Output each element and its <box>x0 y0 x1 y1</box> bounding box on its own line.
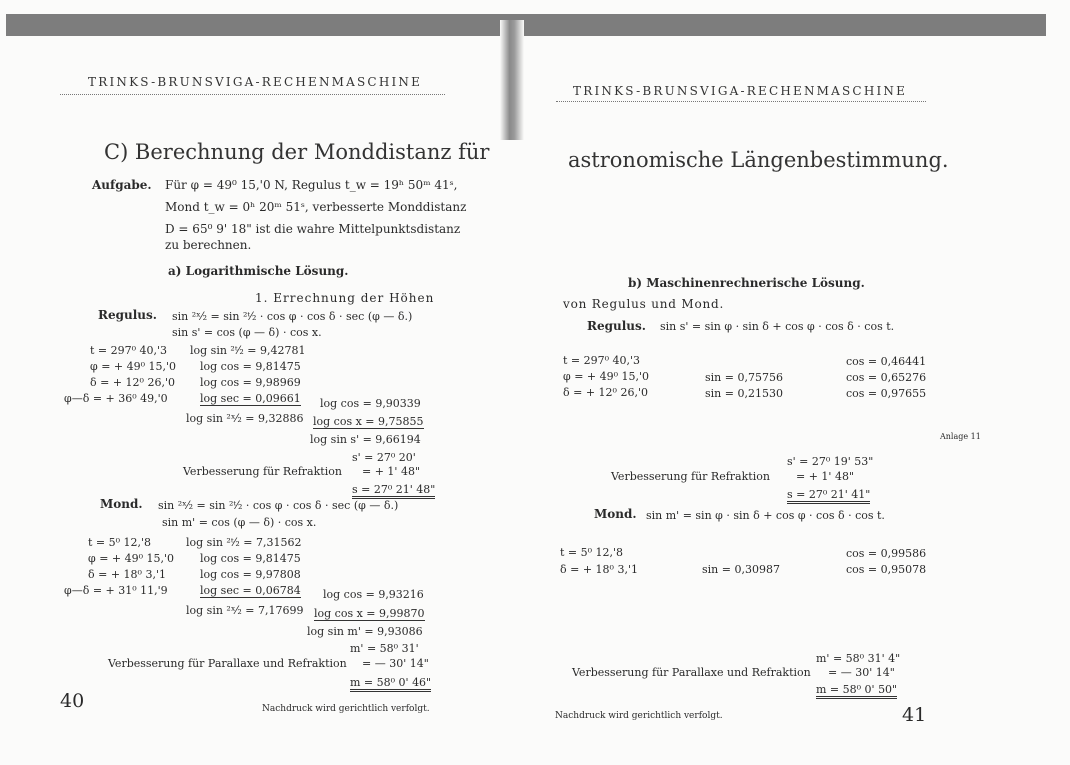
regulus-cos-2: cos = 0,65276 <box>846 371 927 384</box>
mond-sin-right: sin = 0,30987 <box>702 563 780 576</box>
task-line-3: D = 65⁰ 9' 18" ist die wahre Mittelpunktsdistanz <box>165 222 461 236</box>
regulus-refraction-value: = + 1' 48" <box>362 465 421 478</box>
left-footer: Nachdruck wird gerichtlich verfolgt. <box>262 704 430 714</box>
mond-delta-right: δ = + 18⁰ 3,'1 <box>560 563 638 576</box>
left-running-head: TRINKS-BRUNSVIGA-RECHENMASCHINE <box>88 75 423 89</box>
regulus-sin-2: sin = 0,21530 <box>705 387 783 400</box>
right-head-rule <box>556 101 926 102</box>
regulus-formula-right: sin s' = sin φ · sin δ + cos φ · cos δ · cos t. <box>660 320 895 333</box>
mond-cos-1: cos = 0,99586 <box>846 547 927 560</box>
mond-m-prime-right: m' = 58⁰ 31' 4" <box>816 652 901 665</box>
regulus-cos-1: cos = 0,46441 <box>846 355 927 368</box>
regulus-delta-right: δ = + 12⁰ 26,'0 <box>563 386 648 399</box>
mond-formula-2: sin m' = cos (φ — δ) · cos x. <box>162 516 317 529</box>
mond-log-2: log cos = 9,81475 <box>200 552 301 565</box>
mond-log-4: log sec = 0,06784 <box>200 584 301 597</box>
mond-result-right: m = 58⁰ 0' 50" <box>816 683 897 699</box>
mond-log-cos-a: log cos = 9,93216 <box>323 588 424 601</box>
regulus-refraction-label: Verbesserung für Refraktion <box>183 465 342 478</box>
scan-top-edge <box>6 14 1046 36</box>
regulus-phi-minus-delta: φ—δ = + 36⁰ 49,'0 <box>64 392 168 405</box>
regulus-cos-3: cos = 0,97655 <box>846 387 927 400</box>
mond-log-cos-x: log cos x = 9,99870 <box>314 607 425 620</box>
regulus-label-right: Regulus. <box>587 319 646 333</box>
regulus-log-1: log sin ²ᵗ⁄₂ = 9,42781 <box>190 344 306 357</box>
section-b-subheading: von Regulus und Mond. <box>563 297 725 311</box>
mond-formula-1: sin ²ˣ⁄₂ = sin ²ᵗ⁄₂ · cos φ · cos δ · sec (φ — δ.) <box>158 499 399 512</box>
mond-parallax-value: = — 30' 14" <box>362 657 429 670</box>
task-line-2: Mond t_w = 0ʰ 20ᵐ 51ˢ, verbesserte Monddistanz <box>165 200 467 214</box>
regulus-refraction-label-right: Verbesserung für Refraktion <box>611 470 770 483</box>
mond-parallax-label-right: Verbesserung für Parallaxe und Refraktion <box>572 666 811 679</box>
task-line-1: Für φ = 49⁰ 15,'0 N, Regulus t_w = 19ʰ 50ᵐ 41ˢ, <box>165 178 458 192</box>
regulus-log-cos-a: log cos = 9,90339 <box>320 397 421 410</box>
mond-t-right: t = 5⁰ 12,'8 <box>560 546 624 559</box>
regulus-log-2: log cos = 9,81475 <box>200 360 301 373</box>
regulus-label-left: Regulus. <box>98 308 157 322</box>
subsection-heading: 1. Errechnung der Höhen <box>255 291 435 305</box>
regulus-s-prime-right: s' = 27⁰ 19' 53" <box>787 455 874 468</box>
regulus-sin-1: sin = 0,75756 <box>705 371 783 384</box>
mond-m-prime: m' = 58⁰ 31' <box>350 642 419 655</box>
regulus-log-sin-s: log sin s' = 9,66194 <box>310 433 421 446</box>
regulus-log-cos-x: log cos x = 9,75855 <box>313 415 424 428</box>
regulus-result-right: s = 27⁰ 21' 41" <box>787 488 870 504</box>
regulus-t-value: t = 297⁰ 40,'3 <box>90 344 168 357</box>
mond-phi-minus-delta: φ—δ = + 31⁰ 11,'9 <box>64 584 168 597</box>
left-head-rule <box>60 94 445 95</box>
right-page-number: 41 <box>902 704 927 726</box>
section-a-heading: a) Logarithmische Lösung. <box>168 264 349 278</box>
mond-label-right: Mond. <box>594 507 637 521</box>
mond-formula-right: sin m' = sin φ · sin δ + cos φ · cos δ · cos t. <box>646 509 885 522</box>
mond-cos-2: cos = 0,95078 <box>846 563 927 576</box>
right-footer: Nachdruck wird gerichtlich verfolgt. <box>555 711 723 721</box>
regulus-s-prime: s' = 27⁰ 20' <box>352 451 416 464</box>
regulus-result-left: s = 27⁰ 21' 48" <box>352 483 435 499</box>
left-title: C) Berechnung der Monddistanz für <box>104 140 490 164</box>
regulus-formula-1: sin ²ˣ⁄₂ = sin ²ᵗ⁄₂ · cos φ · cos δ · sec (φ — δ.) <box>172 310 413 323</box>
mond-log-half-x: log sin ²ˣ⁄₂ = 7,17699 <box>186 604 304 617</box>
task-line-4: zu berechnen. <box>165 238 252 252</box>
regulus-log-4: log sec = 0,09661 <box>200 392 301 405</box>
mond-t-value: t = 5⁰ 12,'8 <box>88 536 152 549</box>
mond-log-sin-m: log sin m' = 9,93086 <box>307 625 423 638</box>
book-spine-shadow <box>500 20 524 140</box>
mond-label-left: Mond. <box>100 497 143 511</box>
regulus-refraction-value-right: = + 1' 48" <box>796 470 855 483</box>
annex-label: Anlage 11 <box>940 432 981 441</box>
left-page-number: 40 <box>60 690 85 712</box>
section-b-heading: b) Maschinenrechnerische Lösung. <box>628 276 865 290</box>
mond-phi-value: φ = + 49⁰ 15,'0 <box>88 552 175 565</box>
mond-delta-value: δ = + 18⁰ 3,'1 <box>88 568 166 581</box>
regulus-delta-value: δ = + 12⁰ 26,'0 <box>90 376 175 389</box>
mond-result-left: m = 58⁰ 0' 46" <box>350 676 431 692</box>
mond-parallax-label: Verbesserung für Parallaxe und Refraktion <box>108 657 347 670</box>
right-title: astronomische Längenbestimmung. <box>568 148 949 172</box>
mond-log-3: log cos = 9,97808 <box>200 568 301 581</box>
regulus-phi-value: φ = + 49⁰ 15,'0 <box>90 360 177 373</box>
regulus-t-right: t = 297⁰ 40,'3 <box>563 354 641 367</box>
regulus-log-3: log cos = 9,98969 <box>200 376 301 389</box>
task-label: Aufgabe. <box>92 178 152 192</box>
mond-parallax-value-right: = — 30' 14" <box>828 666 895 679</box>
regulus-formula-2: sin s' = cos (φ — δ) · cos x. <box>172 326 322 339</box>
regulus-phi-right: φ = + 49⁰ 15,'0 <box>563 370 650 383</box>
right-running-head: TRINKS-BRUNSVIGA-RECHENMASCHINE <box>573 84 908 98</box>
regulus-log-half-x: log sin ²ˣ⁄₂ = 9,32886 <box>186 412 304 425</box>
mond-log-1: log sin ²ᵗ⁄₂ = 7,31562 <box>186 536 302 549</box>
